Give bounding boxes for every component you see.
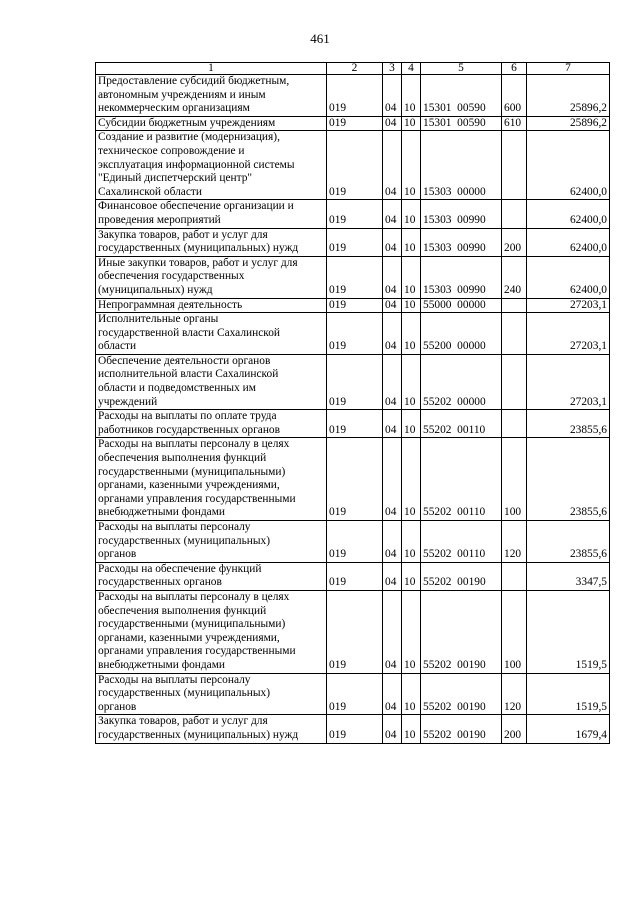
target-article-cell: 15303 00990	[421, 200, 502, 228]
expense-name-cell: Расходы на выплаты персоналу в целях обеспечения выполнения функций государственными (муниципальными) органами, казенными учреждениями, органами управления государственными внебюджетными фондами	[96, 438, 327, 521]
expense-type-cell: 100	[502, 438, 527, 521]
ministry-code-cell: 019	[327, 131, 383, 200]
subsection-code-cell: 10	[402, 590, 421, 673]
table-body	[96, 75, 610, 744]
table-row	[96, 131, 610, 200]
section-code-cell: 04	[383, 354, 402, 409]
ministry-code-cell: 019	[327, 313, 383, 355]
section-code-cell: 04	[383, 200, 402, 228]
subsection-code-cell: 10	[402, 228, 421, 256]
section-code-cell: 04	[383, 521, 402, 563]
expense-name-cell: Закупка товаров, работ и услуг для государственных (муниципальных) нужд	[96, 715, 327, 743]
ministry-code-cell: 019	[327, 200, 383, 228]
section-code-cell: 04	[383, 75, 402, 117]
target-article-cell: 15303 00990	[421, 256, 502, 298]
expense-name-cell: Закупка товаров, работ и услуг для государственных (муниципальных) нужд	[96, 228, 327, 256]
subsection-code-cell: 10	[402, 131, 421, 200]
amount-cell: 23855,6	[527, 438, 610, 521]
ministry-code-cell: 019	[327, 354, 383, 409]
subsection-code-cell: 10	[402, 256, 421, 298]
subsection-code-cell: 10	[402, 75, 421, 117]
amount-cell: 1519,5	[527, 590, 610, 673]
target-article-cell: 55200 00000	[421, 313, 502, 355]
section-code-cell: 04	[383, 673, 402, 715]
expense-type-cell: 100	[502, 590, 527, 673]
amount-cell: 62400,0	[527, 256, 610, 298]
target-article-cell: 15301 00590	[421, 75, 502, 117]
section-code-cell: 04	[383, 562, 402, 590]
table-row	[96, 228, 610, 256]
subsection-code-cell: 10	[402, 562, 421, 590]
section-code-cell: 04	[383, 410, 402, 438]
table-row	[96, 715, 610, 743]
target-article-cell: 55202 00000	[421, 354, 502, 409]
column-header-7: 7	[527, 63, 610, 75]
amount-cell: 62400,0	[527, 131, 610, 200]
table-row	[96, 200, 610, 228]
column-header-4: 4	[402, 63, 421, 75]
column-header-6: 6	[502, 63, 527, 75]
expense-type-cell: 200	[502, 715, 527, 743]
expense-name-cell: Расходы на выплаты по оплате труда работников государственных органов	[96, 410, 327, 438]
section-code-cell: 04	[383, 116, 402, 131]
subsection-code-cell: 10	[402, 715, 421, 743]
expense-name-cell: Субсидии бюджетным учреждениям	[96, 116, 327, 131]
target-article-cell: 55202 00110	[421, 521, 502, 563]
target-article-cell: 55202 00190	[421, 673, 502, 715]
expense-type-cell: 610	[502, 116, 527, 131]
subsection-code-cell: 10	[402, 313, 421, 355]
expense-type-cell	[502, 200, 527, 228]
expense-type-cell	[502, 562, 527, 590]
amount-cell: 62400,0	[527, 228, 610, 256]
subsection-code-cell: 10	[402, 116, 421, 131]
expense-name-cell: Обеспечение деятельности органов исполнительной власти Сахалинской области и подведомственных им учреждений	[96, 354, 327, 409]
ministry-code-cell: 019	[327, 410, 383, 438]
subsection-code-cell: 10	[402, 438, 421, 521]
amount-cell: 27203,1	[527, 354, 610, 409]
table-row	[96, 562, 610, 590]
table-row	[96, 410, 610, 438]
table-row	[96, 256, 610, 298]
expense-type-cell: 120	[502, 673, 527, 715]
ministry-code-cell: 019	[327, 590, 383, 673]
table-row	[96, 521, 610, 563]
section-code-cell: 04	[383, 228, 402, 256]
expense-name-cell: Расходы на выплаты персоналу в целях обеспечения выполнения функций государственными (муниципальными) органами, казенными учреждениями, органами управления государственными внебюджетными фондами	[96, 590, 327, 673]
table-row	[96, 590, 610, 673]
table-row	[96, 673, 610, 715]
section-code-cell: 04	[383, 131, 402, 200]
table-row	[96, 298, 610, 313]
expense-type-cell	[502, 354, 527, 409]
expense-type-cell: 200	[502, 228, 527, 256]
target-article-cell: 15303 00990	[421, 228, 502, 256]
header-row	[96, 63, 610, 75]
subsection-code-cell: 10	[402, 521, 421, 563]
expense-type-cell	[502, 298, 527, 313]
section-code-cell: 04	[383, 438, 402, 521]
section-code-cell: 04	[383, 313, 402, 355]
expense-name-cell: Финансовое обеспечение организации и проведения мероприятий	[96, 200, 327, 228]
table-row	[96, 116, 610, 131]
amount-cell: 1679,4	[527, 715, 610, 743]
target-article-cell: 55202 00110	[421, 410, 502, 438]
target-article-cell: 15301 00590	[421, 116, 502, 131]
expense-name-cell: Расходы на выплаты персоналу государственных (муниципальных) органов	[96, 521, 327, 563]
expense-type-cell: 120	[502, 521, 527, 563]
target-article-cell: 55000 00000	[421, 298, 502, 313]
column-header-3: 3	[383, 63, 402, 75]
target-article-cell: 55202 00190	[421, 715, 502, 743]
expense-name-cell: Непрограммная деятельность	[96, 298, 327, 313]
budget-table	[95, 62, 610, 744]
amount-cell: 25896,2	[527, 116, 610, 131]
expense-name-cell: Расходы на обеспечение функций государственных органов	[96, 562, 327, 590]
table-row	[96, 438, 610, 521]
amount-cell: 23855,6	[527, 521, 610, 563]
target-article-cell: 55202 00110	[421, 438, 502, 521]
ministry-code-cell: 019	[327, 673, 383, 715]
ministry-code-cell: 019	[327, 438, 383, 521]
expense-name-cell: Предоставление субсидий бюджетным, автономным учреждениям и иным некоммерческим организациям	[96, 75, 327, 117]
subsection-code-cell: 10	[402, 298, 421, 313]
page-number: 461	[310, 31, 330, 46]
expense-type-cell: 240	[502, 256, 527, 298]
amount-cell: 23855,6	[527, 410, 610, 438]
table-row	[96, 354, 610, 409]
expense-type-cell	[502, 131, 527, 200]
amount-cell: 62400,0	[527, 200, 610, 228]
subsection-code-cell: 10	[402, 673, 421, 715]
ministry-code-cell: 019	[327, 298, 383, 313]
expense-type-cell: 600	[502, 75, 527, 117]
ministry-code-cell: 019	[327, 75, 383, 117]
ministry-code-cell: 019	[327, 562, 383, 590]
target-article-cell: 55202 00190	[421, 590, 502, 673]
ministry-code-cell: 019	[327, 256, 383, 298]
expense-name-cell: Создание и развитие (модернизация), техническое сопровождение и эксплуатация информационной системы "Единый диспетчерский центр" Сахалинской области	[96, 131, 327, 200]
subsection-code-cell: 10	[402, 200, 421, 228]
amount-cell: 27203,1	[527, 298, 610, 313]
subsection-code-cell: 10	[402, 410, 421, 438]
table-row	[96, 313, 610, 355]
table-row	[96, 75, 610, 117]
expense-type-cell	[502, 313, 527, 355]
column-header-1: 1	[96, 63, 327, 75]
amount-cell: 27203,1	[527, 313, 610, 355]
section-code-cell: 04	[383, 715, 402, 743]
amount-cell: 25896,2	[527, 75, 610, 117]
target-article-cell: 15303 00000	[421, 131, 502, 200]
subsection-code-cell: 10	[402, 354, 421, 409]
expense-type-cell	[502, 410, 527, 438]
section-code-cell: 04	[383, 298, 402, 313]
target-article-cell: 55202 00190	[421, 562, 502, 590]
section-code-cell: 04	[383, 256, 402, 298]
column-header-5: 5	[421, 63, 502, 75]
section-code-cell: 04	[383, 590, 402, 673]
amount-cell: 3347,5	[527, 562, 610, 590]
expense-name-cell: Исполнительные органы государственной власти Сахалинской области	[96, 313, 327, 355]
expense-name-cell: Иные закупки товаров, работ и услуг для обеспечения государственных (муниципальных) нужд	[96, 256, 327, 298]
ministry-code-cell: 019	[327, 715, 383, 743]
expense-name-cell: Расходы на выплаты персоналу государственных (муниципальных) органов	[96, 673, 327, 715]
amount-cell: 1519,5	[527, 673, 610, 715]
ministry-code-cell: 019	[327, 521, 383, 563]
ministry-code-cell: 019	[327, 116, 383, 131]
column-header-2: 2	[327, 63, 383, 75]
ministry-code-cell: 019	[327, 228, 383, 256]
